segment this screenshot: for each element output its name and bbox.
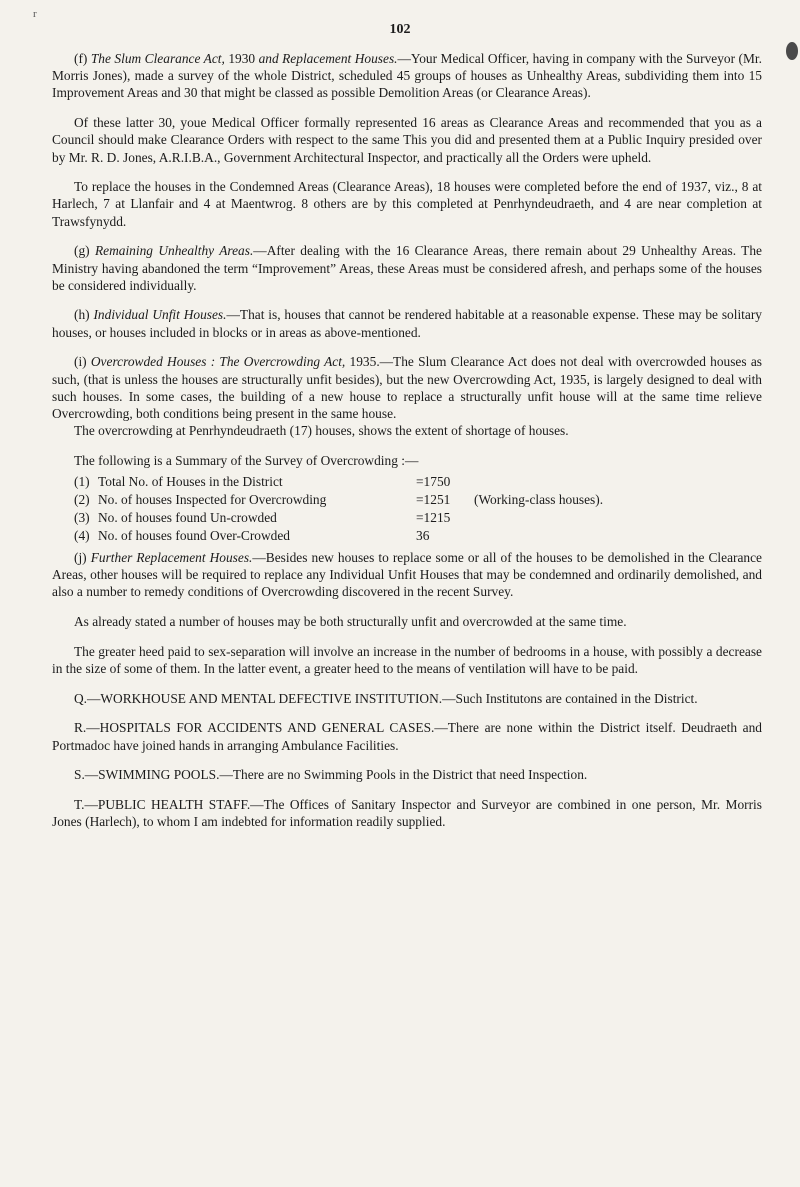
- row-value: 36: [416, 528, 430, 544]
- section-text: —Your Medical Officer, having in company with the Surveyor (Mr. Morris Jones), made a survey of the whole District, scheduled 45 groups of houses as Unhealthy Areas, subdividing them into 15 Improvement Areas and 30 that might be classed as possible Demolition Areas (or Clearance Areas).: [52, 51, 762, 101]
- row-label: No. of houses Inspected for Overcrowding: [98, 492, 327, 508]
- section-text: —Besides new houses to replace some or all of the houses to be demolished in the Clearance Areas, other houses will be required to replace any Individual Unfit Houses that may be condemned and ordinarily demolished, and also a number to remedy conditions of Overcrowding discovered in the recent Survey.: [52, 550, 763, 600]
- section-conj: and: [258, 51, 279, 66]
- section-j: [52, 549, 762, 601]
- row-value: =1251: [416, 492, 451, 508]
- section-label: (f): [74, 51, 88, 66]
- survey-intro: The following is a Summary of the Survey of Overcrowding :—: [74, 452, 419, 468]
- table-row: [74, 491, 762, 509]
- paragraph: The overcrowding at Penrhyndeudraeth (17) houses, shows the extent of shortage of houses.: [74, 423, 569, 439]
- table-row: [74, 473, 762, 491]
- binding-hole-mark: [786, 42, 798, 60]
- page-number: 102: [389, 22, 411, 37]
- section-heading: The Slum Clearance Act,: [90, 51, 225, 66]
- section-label: (j): [74, 550, 87, 566]
- table-row: [74, 509, 762, 527]
- paragraph: The greater heed paid to sex-separation will involve an increase in the number of bedrooms in a house, with possibly a decrease in the size of some of them. In the latter event, a greater heed to the means of ventilation will have to be paid.: [52, 643, 762, 677]
- section-heading: Overcrowded Houses : The Overcrowding Act,: [90, 354, 346, 370]
- row-value: =1750: [416, 474, 451, 490]
- section-year: 1930: [228, 51, 256, 66]
- section-heading: Further Replacement Houses.: [90, 550, 253, 566]
- row-number: (4): [74, 528, 90, 544]
- corner-mark: r: [33, 8, 37, 20]
- section-text: —That is, houses that cannot be rendered habitable at a reasonable expense. These may be solitary houses, or houses included in blocks or in areas as above-mentioned.: [52, 307, 762, 340]
- section-q: Q.—WORKHOUSE AND MENTAL DEFECTIVE INSTITUTION.—Such Institutons are contained in the District.: [74, 690, 698, 706]
- row-number: (1): [74, 474, 90, 490]
- row-value: =1215: [416, 510, 451, 526]
- section-label: (i): [74, 354, 87, 370]
- section-f: [52, 50, 762, 102]
- paragraph: To replace the houses in the Condemned Areas (Clearance Areas), 18 houses were completed before the end of 1937, viz., 8 at Harlech, 7 at Llanfair and 4 at Maentwrog. 8 others are by this completed at Penrhyndeudraeth, and 4 are near completion at Trawsfynydd.: [52, 179, 762, 229]
- section-heading-2: Replacement Houses.: [282, 51, 398, 66]
- section-g: [52, 242, 762, 294]
- row-note: (Working-class houses).: [474, 492, 604, 508]
- row-number: (3): [74, 510, 90, 526]
- section-label: (h): [74, 307, 90, 323]
- row-label: Total No. of Houses in the District: [98, 474, 283, 490]
- section-text: —After dealing with the 16 Clearance Areas, there remain about 29 Unhealthy Areas. The Ministry having abandoned the term “Improvement” Areas, these Areas must be considered afresh, and perhaps some of the houses be considered individually.: [52, 243, 762, 293]
- document-body: [52, 50, 762, 843]
- paragraph: As already stated a number of houses may be both structurally unfit and overcrowded at the same time.: [74, 614, 627, 630]
- row-label: No. of houses found Over-Crowded: [98, 528, 290, 544]
- overcrowding-summary-table: [74, 473, 762, 545]
- section-s: S.—SWIMMING POOLS.—There are no Swimming Pools in the District that need Inspection.: [74, 767, 588, 783]
- table-row: [74, 527, 762, 545]
- row-number: (2): [74, 492, 90, 508]
- paragraph: Of these latter 30, youe Medical Officer formally represented 16 areas as Clearance Areas and recommended that you as a Council should make Clearance Orders with respect to the same This you did and presented them at a Public Inquiry presided over by Mr. R. D. Jones, A.R.I.B.A., Government Architectural Inspector, and practically all the Orders were upheld.: [52, 115, 762, 165]
- section-t: T.—PUBLIC HEALTH STAFF.—The Offices of Sanitary Inspector and Surveyor are combined in one person, Mr. Morris Jones (Harlech), to whom I am indebted for information readily supplied.: [52, 797, 762, 830]
- section-r: R.—HOSPITALS FOR ACCIDENTS AND GENERAL CASES.—There are none within the District itself. Deudraeth and Portmadoc have joined hands in arranging Ambulance Facilities.: [52, 720, 762, 753]
- section-heading: Remaining Unhealthy Areas.: [94, 243, 254, 259]
- row-label: No. of houses found Un-crowded: [98, 510, 277, 526]
- section-i: [52, 353, 762, 422]
- section-label: (g): [74, 243, 90, 259]
- section-h: [52, 306, 762, 340]
- section-heading: Individual Unfit Houses.: [93, 307, 227, 323]
- section-text: 1935.—The Slum Clearance Act does not deal with overcrowded houses as such, (that is unless the houses are structurally unfit besides), but the new Overcrowding Act, 1935, is largely designed to deal with such houses. In some cases, the building of a new house to replace a structurally unfit house will at the same time relieve Overcrowding, both conditions being present in the same house.: [52, 354, 762, 421]
